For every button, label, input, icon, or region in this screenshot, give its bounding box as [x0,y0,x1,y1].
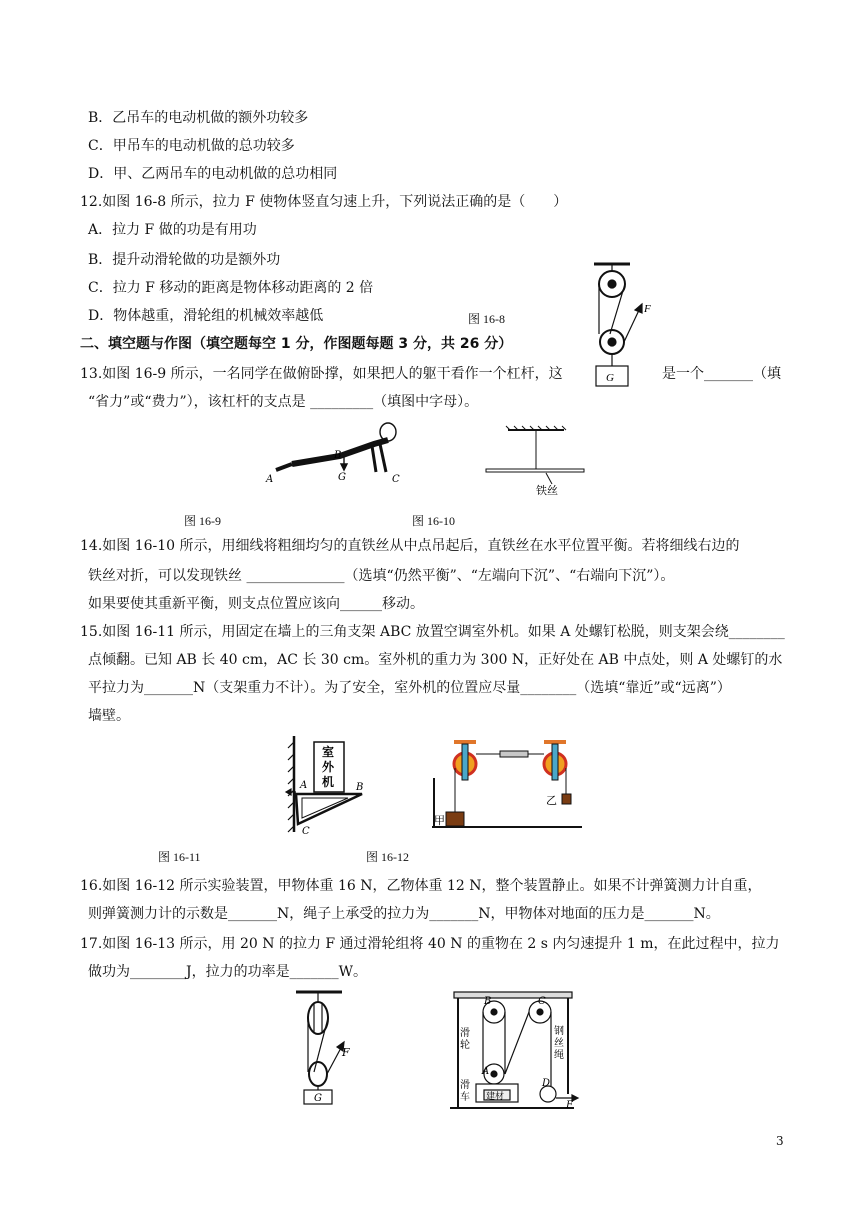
q13-line1a: 13.如图 16-9 所示，一名同学在做俯卧撑，如果把人的躯干看作一个杠杆，这 [80,366,563,382]
fig-16-9-pushup-diagram [262,420,412,490]
fig-16-13-right-crane-diagram [450,990,580,1112]
fig-16-9-c-label: C [392,474,400,485]
fig-16-11-caption: 图 16-11 [158,850,201,864]
q15-line1: 15.如图 16-11 所示，用固定在墙上的三角支架 ABC 放置空调室外机。如果 A 处螺钉松脱，则支架会绕________ [80,624,785,640]
fig-16-8-pulley-diagram [586,262,666,392]
fig-16-11-b-label: B [356,782,364,793]
fig-16-11-bracket-diagram [286,736,386,836]
fig-16-13-left-f-label: F [342,1046,350,1059]
q11-option-c: C．甲吊车的电动机做的总功较多 [88,138,295,154]
q12-option-a: A．拉力 F 做的功是有用功 [88,222,257,238]
fig-16-12-yi-label: 乙 [546,794,557,807]
fig-16-13-rope-char2: 丝 [554,1038,564,1049]
fig-16-12-jia-label: 甲 [434,814,445,827]
fig-16-9-a-label: A [266,474,274,485]
q16-line2: 则弹簧测力计的示数是_______N，绳子上承受的拉力为_______N，甲物体对地面的压力是_______N。 [88,906,720,922]
fig-16-13-left-pulley-diagram [292,990,362,1106]
fig-16-13-pulley-char2: 轮 [460,1040,470,1051]
q14-line2: 铁丝对折，可以发现铁丝 ______________（选填“仍然平衡”、“左端向下沉”、“右端向下沉”）。 [88,568,675,584]
fig-16-10-caption: 图 16-10 [412,514,455,528]
q14-line1: 14.如图 16-10 所示，用细线将粗细均匀的直铁丝从中点吊起后，直铁丝在水平位置平衡。若将细线右边的 [80,538,740,554]
q11-option-b: B．乙吊车的电动机做的额外功较多 [88,110,309,126]
fig-16-13-right-f-label: F [566,1100,573,1111]
fig-16-13-material-label: 建材 [486,1092,505,1102]
section-2-title: 二、填空题与作图（填空题每空 1 分，作图题每题 3 分，共 26 分） [80,336,513,352]
q15-line2: 点倾翻。已知 AB 长 40 cm，AC 长 30 cm。室外机的重力为 300 N，正好处在 AB 中点处，则 A 处螺钉的水 [88,652,783,668]
fig-16-13-right-b-label: B [484,996,492,1007]
fig-16-11-unit-char1: 室 [322,745,335,759]
q15-line3: 平拉力为_______N（支架重力不计）。为了安全，室外机的位置应尽量________（选填“靠近”或“远离”） [88,680,731,696]
fig-16-9-caption: 图 16-9 [184,514,221,528]
q15-line4: 墙壁。 [88,708,130,724]
fig-16-8-f-label: F [644,303,651,315]
q13-line2: “省力”或“费力”），该杠杆的支点是 _________（填图中字母）。 [88,394,479,410]
fig-16-13-right-a-label: A [482,1066,490,1077]
q12-option-c: C．拉力 F 移动的距离是物体移动距离的 2 倍 [88,280,374,296]
fig-16-9-b-label: B [334,450,342,461]
q17-line2: 做功为________J，拉力的功率是_______W。 [88,964,368,980]
fig-16-8-caption: 图 16-8 [468,312,505,326]
fig-16-13-cart-char1: 滑 [460,1080,470,1091]
q16-line1: 16.如图 16-12 所示实验装置，甲物体重 16 N，乙物体重 12 N，整个装置静止。如果不计弹簧测力计自重， [80,878,762,894]
q14-line3: 如果要使其重新平衡，则支点位置应该向______移动。 [88,596,424,612]
fig-16-11-c-label: C [302,826,310,837]
fig-16-13-right-c-label: C [538,996,546,1007]
fig-16-11-unit-char2: 外 [322,760,335,774]
fig-16-13-rope-char1: 钢 [554,1026,564,1037]
fig-16-13-rope-char3: 绳 [554,1050,564,1061]
fig-16-13-left-g-label: G [314,1093,322,1104]
fig-16-13-cart-char2: 车 [460,1092,470,1103]
fig-16-12-caption: 图 16-12 [366,850,409,864]
fig-16-12-spring-scale-diagram [432,738,582,834]
q12-option-d: D．物体越重，滑轮组的机械效率越低 [88,308,324,324]
q12-stem: 12.如图 16-8 所示，拉力 F 使物体竖直匀速上升，下列说法正确的是（ ） [80,194,568,210]
fig-16-11-a-label: A [300,780,308,791]
q11-option-d: D．甲、乙两吊车的电动机做的总功相同 [88,166,338,182]
fig-16-10-wire-label: 铁丝 [536,484,558,497]
q13-line1b: 是一个_______（填 [662,366,781,382]
fig-16-11-unit-char3: 机 [322,775,335,789]
fig-16-8-g-label: G [606,372,614,384]
q17-line1: 17.如图 16-13 所示，用 20 N 的拉力 F 通过滑轮组将 40 N 的重物在 2 s 内匀速提升 1 m，在此过程中，拉力 [80,936,780,952]
fig-16-13-pulley-char1: 滑 [460,1028,470,1039]
fig-16-10-wire-diagram [480,426,590,498]
fig-16-13-right-d-label: D [542,1078,551,1089]
page-number: 3 [776,1134,784,1148]
q12-option-b: B．提升动滑轮做的功是额外功 [88,252,281,268]
fig-16-9-g-label: G [338,472,346,483]
